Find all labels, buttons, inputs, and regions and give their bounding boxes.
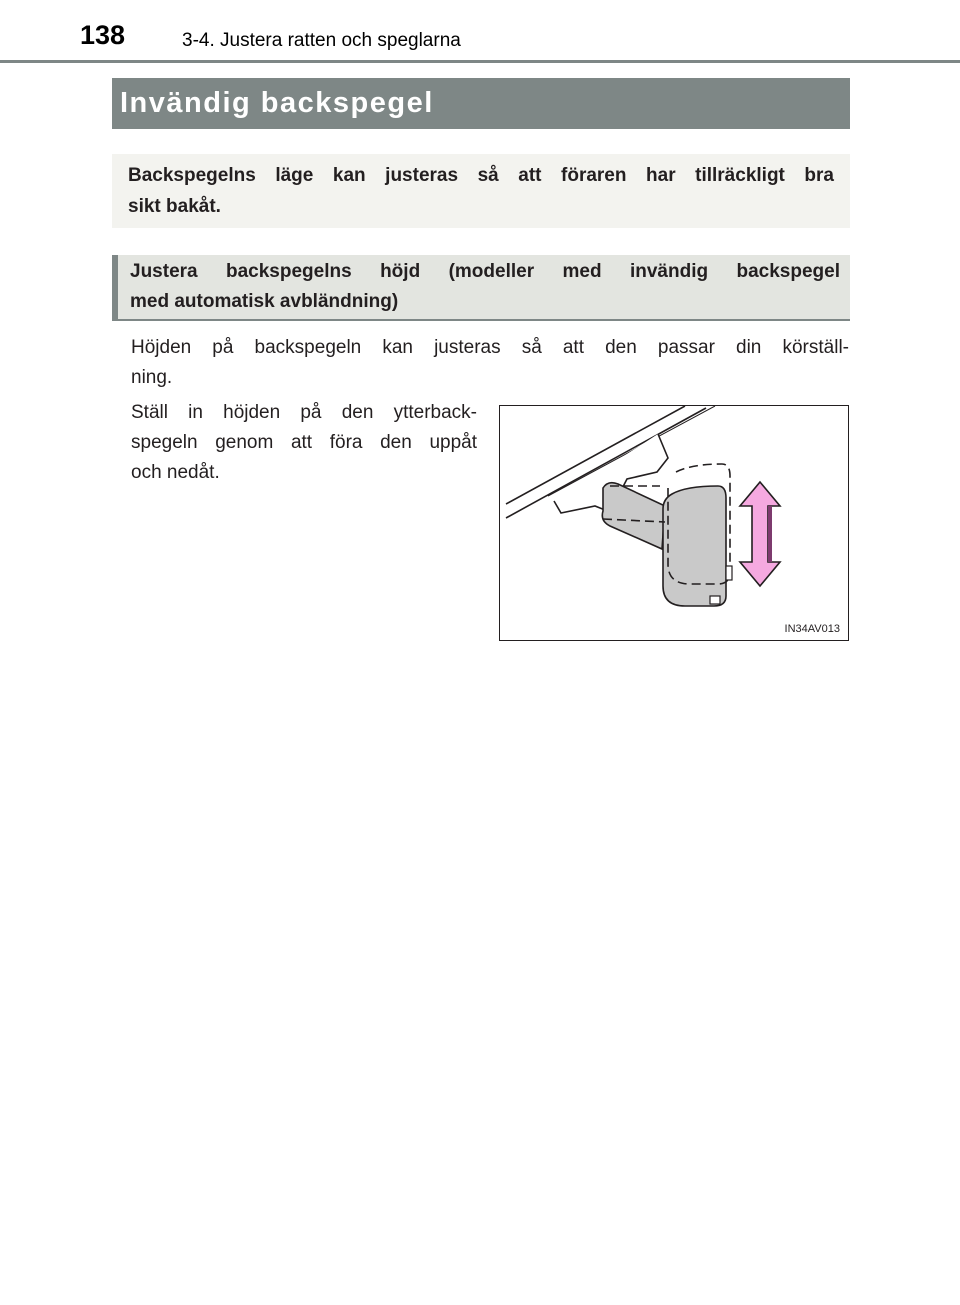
main-heading [112, 78, 850, 129]
body-line-1: Höjden på backspegeln kan justeras så att den passar din körställ- [131, 337, 849, 358]
mirror-drawing [500, 406, 849, 641]
body-paragraph [131, 333, 849, 393]
subheading-line-1: Justera backspegelns höjd (modeller med invändig backspegel [130, 261, 840, 282]
intro-box [112, 154, 850, 228]
subheading [112, 255, 850, 321]
section-title: 3-4. Justera ratten och speglarna [182, 30, 461, 51]
figure-code: IN34AV013 [784, 623, 840, 635]
intro-line-2: sikt bakåt. [128, 196, 221, 217]
main-heading-text: Invändig backspegel [120, 87, 434, 119]
mirror-illustration [499, 405, 849, 641]
page-header [0, 0, 960, 62]
instruction-line-1: Ställ in höjden på den ytterback- [131, 402, 477, 423]
header-divider [0, 60, 960, 63]
up-down-arrow-icon [740, 482, 780, 586]
instruction-paragraph [131, 398, 477, 488]
body-line-2: ning. [131, 367, 173, 388]
arrow-shadow [768, 506, 772, 562]
windshield-shade-line [548, 406, 715, 496]
mirror-body [663, 486, 726, 606]
mirror-arm [602, 483, 665, 549]
page-number: 138 [80, 20, 126, 50]
intro-text [128, 160, 834, 222]
mirror-tab [710, 596, 720, 604]
instruction-line-2: spegeln genom att föra den uppåt [131, 432, 477, 453]
subheading-text [130, 257, 840, 317]
subheading-line-2: med automatisk avbländning) [130, 291, 399, 312]
instruction-line-3: och nedåt. [131, 462, 220, 483]
intro-line-1: Backspegelns läge kan justeras så att föraren har tillräckligt bra [128, 165, 834, 186]
arrow-shape [740, 482, 780, 586]
mirror-clip [726, 566, 732, 580]
